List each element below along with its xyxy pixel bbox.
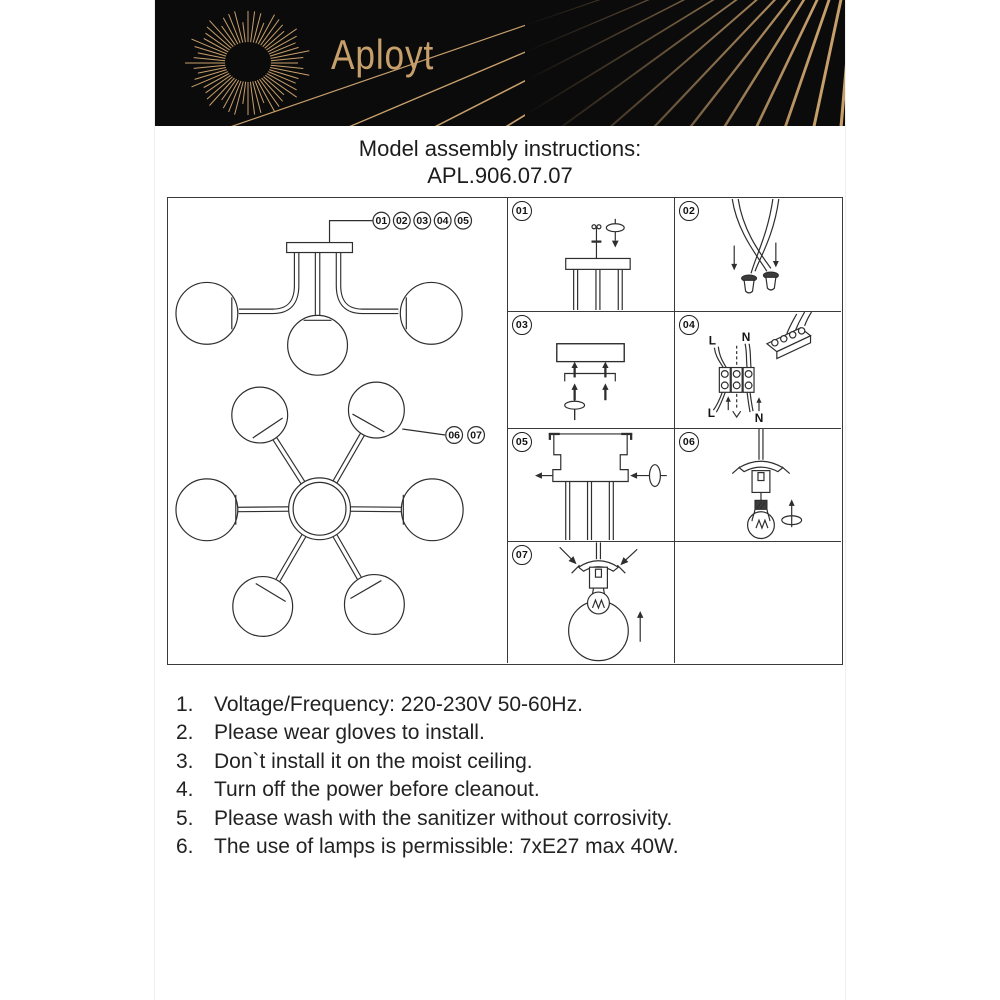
step-number-badge: 03	[512, 315, 532, 335]
glass-globe	[176, 282, 238, 344]
instructions-list	[176, 691, 679, 861]
terminal-block	[719, 368, 754, 393]
mounting-bracket	[565, 373, 616, 381]
instruction-item	[176, 805, 679, 833]
step-04-diagram	[675, 312, 841, 428]
glass-globe	[401, 479, 463, 541]
corner-rays-decoration-icon	[155, 0, 845, 126]
svg-text:N: N	[741, 329, 751, 344]
svg-text:L: L	[708, 333, 717, 348]
instruction-text: Please wash with the sanitizer without corrosivity.	[214, 806, 673, 830]
arrow-left-icon	[630, 472, 637, 478]
step-02-diagram	[675, 198, 841, 311]
step-number-badge: 05	[512, 432, 532, 452]
instruction-item	[176, 833, 679, 861]
instruction-number: 3.	[176, 749, 194, 773]
arrow-down-icon	[773, 261, 779, 267]
instruction-text: Turn off the power before cleanout.	[214, 778, 540, 802]
decorative-ring	[649, 465, 660, 487]
instruction-number: 5.	[176, 806, 194, 830]
light-bulb	[748, 500, 775, 538]
arrow-down-icon	[612, 241, 619, 248]
lock-nut	[606, 224, 624, 232]
svg-text:07: 07	[470, 430, 482, 442]
chandelier-side-view	[176, 221, 462, 376]
arrow-up-icon	[756, 397, 761, 402]
svg-text:01: 01	[375, 216, 388, 228]
step-cell-01	[508, 198, 675, 312]
light-bulb	[588, 588, 610, 614]
step-number-badge: 07	[512, 545, 532, 565]
instruction-text: Please wear gloves to install.	[214, 721, 485, 745]
svg-text:02: 02	[395, 216, 408, 228]
arrow-down-icon	[731, 264, 737, 270]
step-number-badge: 01	[512, 201, 532, 221]
instruction-number: 6.	[176, 835, 194, 859]
lamp-socket	[752, 471, 770, 493]
instruction-number: 1.	[176, 693, 194, 716]
instruction-text: The use of lamps is permissible: 7xE27 max 40W.	[214, 835, 679, 859]
ceiling-surface	[557, 344, 624, 362]
svg-text:N: N	[754, 411, 764, 426]
canopy-section	[553, 434, 628, 482]
arrow-up-icon	[571, 362, 577, 368]
svg-text:05: 05	[457, 216, 469, 228]
svg-text:06: 06	[448, 430, 460, 442]
arrow-down-icon	[733, 411, 741, 417]
glass-globe	[348, 382, 404, 438]
terminal-block-3d	[767, 312, 812, 359]
instruction-number: 4.	[176, 778, 194, 802]
step-05-diagram	[508, 429, 674, 541]
step-07-diagram	[508, 542, 674, 663]
step-cell-07	[508, 542, 675, 663]
chandelier-top-view	[176, 382, 463, 636]
step-cell-04	[675, 312, 841, 429]
step-cell-05	[508, 429, 675, 542]
step-cell-03	[508, 312, 675, 429]
assembly-diagram-table	[167, 197, 843, 665]
step-number-badge: 04	[679, 315, 699, 335]
step-03-diagram	[508, 312, 674, 428]
arrow-up-icon	[789, 499, 795, 506]
empty-cell	[675, 542, 841, 663]
instruction-item	[176, 776, 679, 804]
wire-anchor	[742, 275, 757, 293]
instruction-number: 2.	[176, 721, 194, 745]
instruction-item	[176, 691, 679, 719]
arrow-up-icon	[602, 362, 608, 368]
arrow-up-icon	[726, 396, 731, 401]
brand-name: Aployt	[331, 31, 435, 78]
step-06-diagram	[675, 429, 841, 541]
step-01-diagram	[508, 198, 674, 311]
step-cell-02	[675, 198, 841, 312]
arrow-left-icon	[535, 472, 542, 478]
arrow-up-icon	[637, 611, 643, 618]
glass-globe	[233, 577, 293, 637]
page-title: Model assembly instructions:	[358, 136, 642, 161]
step-cell-06	[675, 429, 841, 542]
washer	[565, 401, 585, 409]
arrow-up-icon	[571, 383, 577, 389]
instruction-item	[176, 748, 679, 776]
instruction-item	[176, 719, 679, 747]
glass-globe	[400, 282, 462, 344]
model-number: APL.906.07.07	[427, 163, 573, 188]
glass-globe	[232, 387, 288, 443]
step-number-badge: 06	[679, 432, 699, 452]
glass-globe	[288, 315, 348, 375]
svg-text:L: L	[707, 406, 716, 421]
chandelier-overview-diagram	[168, 198, 507, 663]
glass-globe	[344, 575, 404, 635]
step-number-badge: 02	[679, 201, 699, 221]
brand-banner	[155, 0, 845, 126]
ceiling-plate	[566, 258, 630, 269]
ceiling-plate	[287, 243, 353, 253]
svg-text:03: 03	[416, 216, 429, 228]
svg-text:04: 04	[436, 216, 449, 228]
overview-panel	[168, 198, 508, 663]
instruction-text: Voltage/Frequency: 220-230V 50-60Hz.	[214, 693, 583, 716]
arrow-up-icon	[602, 383, 608, 389]
glass-globe	[176, 479, 238, 541]
instruction-text: Don`t install it on the moist ceiling.	[214, 749, 533, 773]
wire-anchor	[763, 272, 778, 290]
hub	[289, 478, 351, 540]
